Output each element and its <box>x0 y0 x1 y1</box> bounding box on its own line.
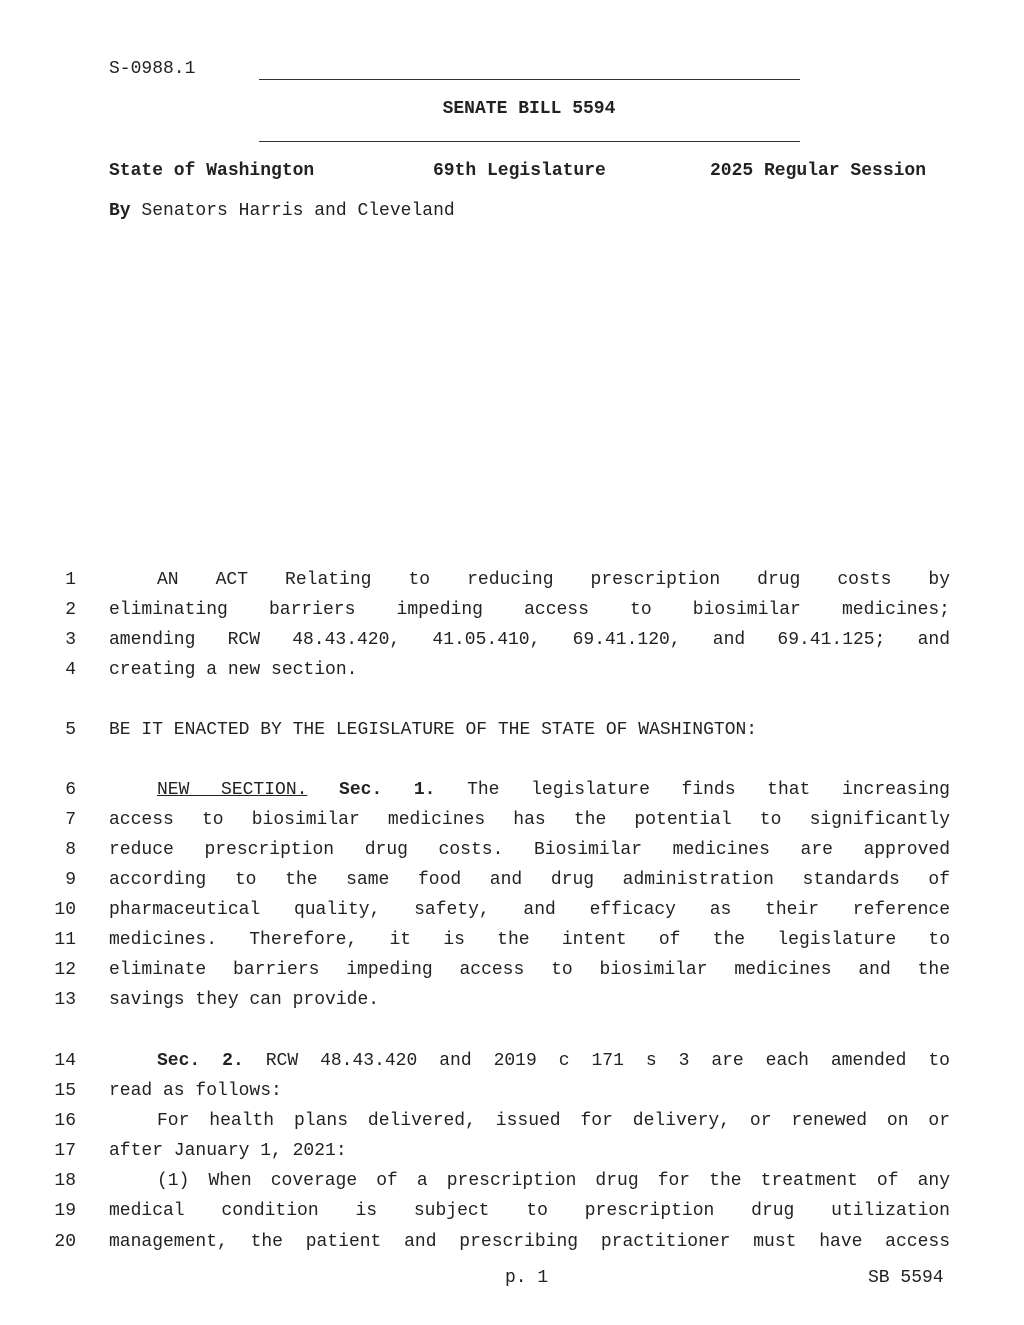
line-text: after January 1, 2021: <box>109 1141 347 1161</box>
line-number: 7 <box>65 810 76 830</box>
line-number: 6 <box>65 780 76 800</box>
section-number: Sec. 1. <box>339 780 436 800</box>
enacting-clause: BE IT ENACTED BY THE LEGISLATURE OF THE STATE OF WASHINGTON: <box>109 720 758 740</box>
line-text: read as follows: <box>109 1081 282 1101</box>
sponsors: Senators Harris and Cleveland <box>141 201 455 221</box>
document-id: S-0988.1 <box>109 59 196 79</box>
state-name: State of Washington <box>109 161 315 181</box>
legislature-number: 69th Legislature <box>433 161 606 181</box>
line-number: 2 <box>65 600 76 620</box>
line-text: medical condition is subject to prescription drug utilization <box>109 1201 950 1221</box>
line-text: AN ACT Relating to reducing prescription drug costs by <box>157 570 950 590</box>
line-text: amending RCW 48.43.420, 41.05.410, 69.41.120, and 69.41.125; and <box>109 630 950 650</box>
line-text: creating a new section. <box>109 660 358 680</box>
line-number: 19 <box>54 1201 76 1221</box>
line-number: 1 <box>65 570 76 590</box>
line-text: medicines. Therefore, it is the intent of the legislature to <box>109 930 950 950</box>
line-number: 11 <box>54 930 76 950</box>
page-number: p. 1 <box>505 1268 549 1288</box>
line-number: 5 <box>65 720 76 740</box>
line-text: access to biosimilar medicines has the potential to significantly <box>109 810 950 830</box>
line-text: eliminating barriers impeding access to biosimilar medicines; <box>109 600 950 620</box>
footer-bill-ref: SB 5594 <box>868 1268 944 1288</box>
line-number: 8 <box>65 840 76 860</box>
section-1-heading-line <box>109 779 950 801</box>
line-number: 12 <box>54 960 76 980</box>
line-number: 18 <box>54 1171 76 1191</box>
line-number: 13 <box>54 990 76 1010</box>
line-number: 15 <box>54 1081 76 1101</box>
by-label: By <box>109 201 131 221</box>
line-text: (1) When coverage of a prescription drug for the treatment of any <box>157 1171 950 1191</box>
line-text: For health plans delivered, issued for delivery, or renewed on or <box>157 1111 950 1131</box>
line-number: 17 <box>54 1141 76 1161</box>
line-text: The legislature finds that increasing <box>467 780 950 800</box>
line-number: 10 <box>54 900 76 920</box>
title-rule-top <box>259 79 800 80</box>
line-text: reduce prescription drug costs. Biosimilar medicines are approved <box>109 840 950 860</box>
sponsors-line <box>109 200 455 222</box>
session-name: 2025 Regular Session <box>710 161 927 181</box>
line-number: 4 <box>65 660 76 680</box>
line-text: according to the same food and drug administration standards of <box>109 870 950 890</box>
line-text: RCW 48.43.420 and 2019 c 171 s 3 are each amended to <box>265 1051 950 1071</box>
line-text: eliminate barriers impeding access to biosimilar medicines and the <box>109 960 950 980</box>
line-number: 3 <box>65 630 76 650</box>
line-number: 20 <box>54 1232 76 1252</box>
new-section-label: NEW SECTION. <box>157 780 308 800</box>
line-text: management, the patient and prescribing practitioner must have access <box>109 1232 950 1252</box>
line-number: 14 <box>54 1051 76 1071</box>
section-2-heading-line <box>109 1050 950 1072</box>
section-number: Sec. 2. <box>157 1051 244 1071</box>
title-rule-bottom <box>259 141 800 142</box>
line-text: pharmaceutical quality, safety, and efficacy as their reference <box>109 900 950 920</box>
bill-title: SENATE BILL 5594 <box>442 99 616 119</box>
line-number: 16 <box>54 1111 76 1131</box>
line-number: 9 <box>65 870 76 890</box>
line-text: savings they can provide. <box>109 990 380 1010</box>
